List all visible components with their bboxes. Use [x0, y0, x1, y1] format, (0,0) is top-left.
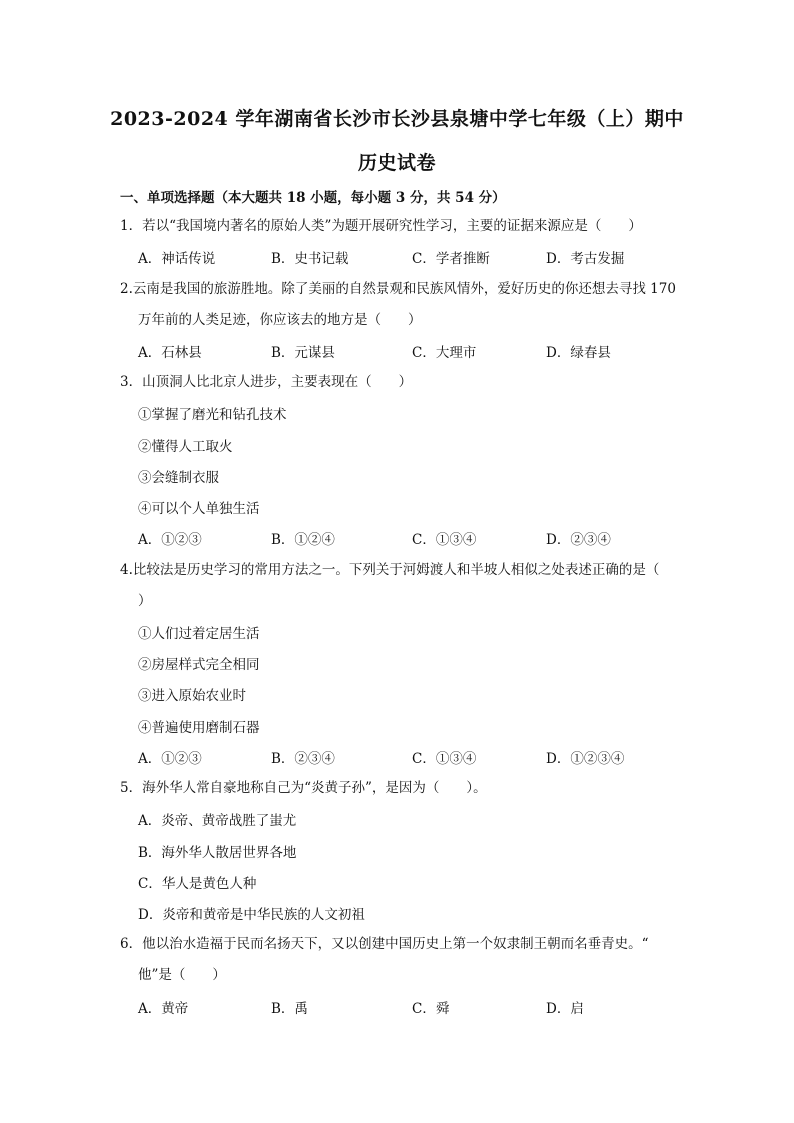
question-1-options: [138, 247, 698, 267]
question-3-item-1: ①掌握了磨光和钻孔技术: [138, 407, 287, 423]
question-5-option-a: A．炎帝、黄帝战胜了蚩尤: [138, 813, 297, 829]
question-4-option-c: C．①③④: [412, 751, 477, 767]
question-6-stem: 6．他以治水造福于民而名扬天下，又以创建中国历史上第一个奴隶制王朝而名垂青史。“: [120, 936, 649, 952]
question-1-stem: 1．若以“我国境内著名的原始人类”为题开展研究性学习，主要的证据来源应是（ ）: [120, 218, 642, 234]
question-4-item-1: ①人们过着定居生活: [138, 626, 260, 642]
question-4-option-a: A．①②③: [138, 751, 202, 767]
question-4-stem: 4.比较法是历史学习的常用方法之一。下列关于河姆渡人和半坡人相似之处表述正确的是（: [120, 562, 660, 578]
question-6-option-d: D．启: [546, 1001, 584, 1017]
question-3-option-c: C．①③④: [412, 532, 477, 548]
question-5-option-d: D．炎帝和黄帝是中华民族的人文初祖: [138, 907, 365, 923]
question-6-options: [138, 997, 698, 1017]
question-2-option-a: A．石林县: [138, 345, 202, 361]
question-3-option-d: D．②③④: [546, 532, 611, 548]
question-6-stem-cont: 他”是（ ）: [138, 967, 226, 983]
question-1-option-d: D．考古发掘: [546, 251, 625, 267]
question-1-option-a: A．神话传说: [138, 251, 216, 267]
question-5-stem: 5．海外华人常自豪地称自己为“炎黄子孙”，是因为（ ）。: [120, 780, 487, 796]
question-4-item-4: ④普遍使用磨制石器: [138, 720, 260, 736]
question-6-option-c: C．舜: [412, 1001, 450, 1017]
exam-title-line1: 2023-2024 学年湖南省长沙市长沙县泉塘中学七年级（上）期中: [110, 108, 684, 130]
question-3-item-2: ②懂得人工取火: [138, 439, 233, 455]
question-2-option-c: C．大理市: [412, 345, 477, 361]
section-heading: 一、单项选择题（本大题共 18 小题，每小题 3 分，共 54 分）: [120, 190, 506, 206]
question-2-option-d: D．绿春县: [546, 345, 611, 361]
question-3-options: [138, 528, 698, 548]
question-6-option-b: B．禹: [271, 1001, 308, 1017]
question-6-option-a: A．黄帝: [138, 1001, 189, 1017]
question-4-options: [138, 747, 698, 767]
question-5-option-b: B．海外华人散居世界各地: [138, 845, 297, 861]
exam-title-line2: 历史试卷: [357, 152, 436, 174]
question-3-option-b: B．①②④: [271, 532, 335, 548]
question-1-option-c: C．学者推断: [412, 251, 490, 267]
question-3-option-a: A．①②③: [138, 532, 202, 548]
question-4-option-b: B．②③④: [271, 751, 335, 767]
question-3-item-4: ④可以个人单独生活: [138, 501, 260, 517]
question-4-item-2: ②房屋样式完全相同: [138, 657, 260, 673]
question-5-option-c: C．华人是黄色人种: [138, 876, 257, 892]
question-2-options: [138, 341, 698, 361]
question-2-option-b: B．元谋县: [271, 345, 335, 361]
question-1-option-b: B．史书记载: [271, 251, 349, 267]
question-2-stem-cont: 万年前的人类足迹，你应该去的地方是（ ）: [138, 312, 422, 328]
question-4-stem-cont: ）: [138, 593, 152, 609]
question-4-option-d: D．①②③④: [546, 751, 625, 767]
question-4-item-3: ③进入原始农业时: [138, 688, 246, 704]
question-3-item-3: ③会缝制衣服: [138, 470, 219, 486]
question-3-stem: 3．山顶洞人比北京人进步，主要表现在（ ）: [120, 374, 413, 390]
question-2-stem: 2.云南是我国的旅游胜地。除了美丽的自然景观和民族风情外，爱好历史的你还想去寻找 170: [120, 281, 676, 297]
